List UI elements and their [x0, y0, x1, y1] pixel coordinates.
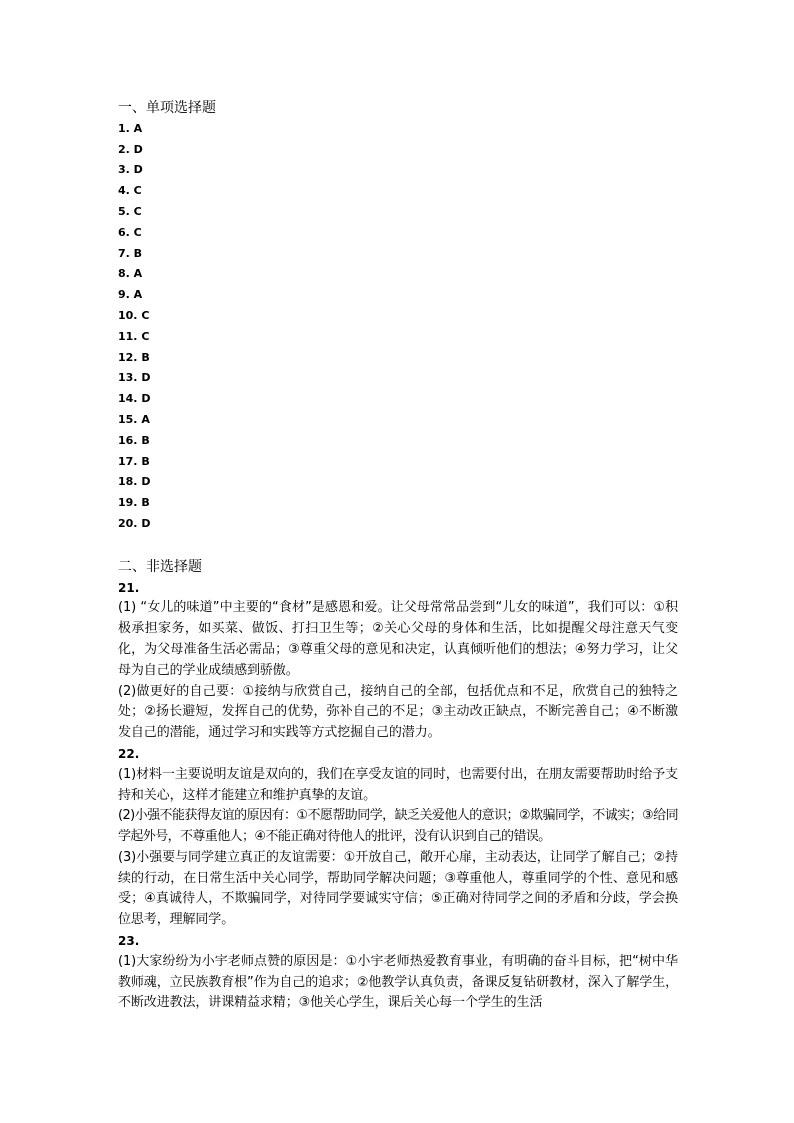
choice-answer-8: 8. A [118, 267, 143, 281]
choice-answer-6: 6. C [118, 225, 142, 239]
section-title-single-choice: 一、单项选择题 [118, 100, 216, 116]
choice-answer-19: 19. B [118, 496, 150, 510]
choice-answer-15: 15. A [118, 412, 150, 426]
choice-answer-1: 1. A [118, 121, 143, 135]
choice-answer-14: 14. D [118, 392, 151, 406]
section-gap [118, 535, 678, 557]
answer-key [118, 98, 678, 1014]
section-title-non-choice: 二、非选择题 [118, 558, 202, 575]
choice-answer-3: 3. D [118, 163, 143, 177]
choice-answer-4: 4. C [118, 184, 142, 198]
answer-22-part-1: (1)材料一主要说明友谊是双向的，我们在享受友谊的同时，也需要付出，在朋友需要帮助时给予支持和关心，这样才能建立和维护真挚的友谊。 [118, 766, 678, 803]
choice-answer-13: 13. D [118, 371, 151, 385]
choice-answer-11: 11. C [118, 329, 150, 343]
question-number-23: 23. [118, 934, 140, 949]
choice-answer-20: 20. D [118, 516, 151, 530]
question-number-21: 21. [118, 580, 140, 595]
answer-21-part-1: (1) “女儿的味道”中主要的“食材”是感恩和爱。让父母常常品尝到“儿女的味道”，我们可以：①积极承担家务，如买菜、做饭、打扫卫生等；②关心父母的身体和生活，比如提醒父母注意天气变化，为父母准备生活必需品；③尊重父母的意见和决定，认真倾听他们的想法；④努力学习，让父母为自己的学业成绩感到骄傲。 [118, 600, 678, 678]
answer-23-part-1: (1)大家纷纷为小宇老师点赞的原因是：①小宇老师热爱教育事业，有明确的奋斗目标，把“树中华教师魂，立民族教育根”作为自己的追求；②他教学认真负责，备课反复钻研教材，深入了解学生，不断改进教法，讲课精益求精；③他关心学生，课后关心每一个学生的生活 [118, 953, 678, 1011]
choice-answer-17: 17. B [118, 454, 150, 468]
choice-answer-5: 5. C [118, 204, 142, 218]
choice-answer-2: 2. D [118, 142, 143, 156]
answer-22-part-2: (2)小强不能获得友谊的原因有：①不愿帮助同学，缺乏关爱他人的意识；②欺骗同学，不诚实；③给同学起外号，不尊重他人；④不能正确对待他人的批评，没有认识到自己的错误。 [118, 808, 678, 845]
choice-answer-16: 16. B [118, 433, 150, 447]
answer-21-part-2: (2)做更好的自己要：①接纳与欣赏自己，接纳自己的全部，包括优点和不足，欣赏自己的独特之处；②扬长避短，发挥自己的优势，弥补自己的不足；③主动改正缺点，不断完善自己；④不断激发自己的潜能，通过学习和实践等方式挖掘自己的潜力。 [118, 683, 678, 741]
answer-list [118, 119, 678, 535]
answer-22-part-3: (3)小强要与同学建立真正的友谊需要：①开放自己，敞开心扉，主动表达，让同学了解自己；②持续的行动，在日常生活中关心同学，帮助同学解决问题；③尊重他人，尊重同学的个性、意见和感受；④真诚待人，不欺骗同学，对待同学要诚实守信；⑤正确对待同学之间的矛盾和分歧，学会换位思考，理解同学。 [118, 849, 678, 928]
choice-answer-10: 10. C [118, 308, 150, 322]
choice-answer-18: 18. D [118, 475, 151, 489]
choice-answer-12: 12. B [118, 350, 150, 364]
choice-answer-9: 9. A [118, 288, 143, 302]
question-number-22: 22. [118, 746, 140, 761]
choice-answer-7: 7. B [118, 246, 143, 260]
